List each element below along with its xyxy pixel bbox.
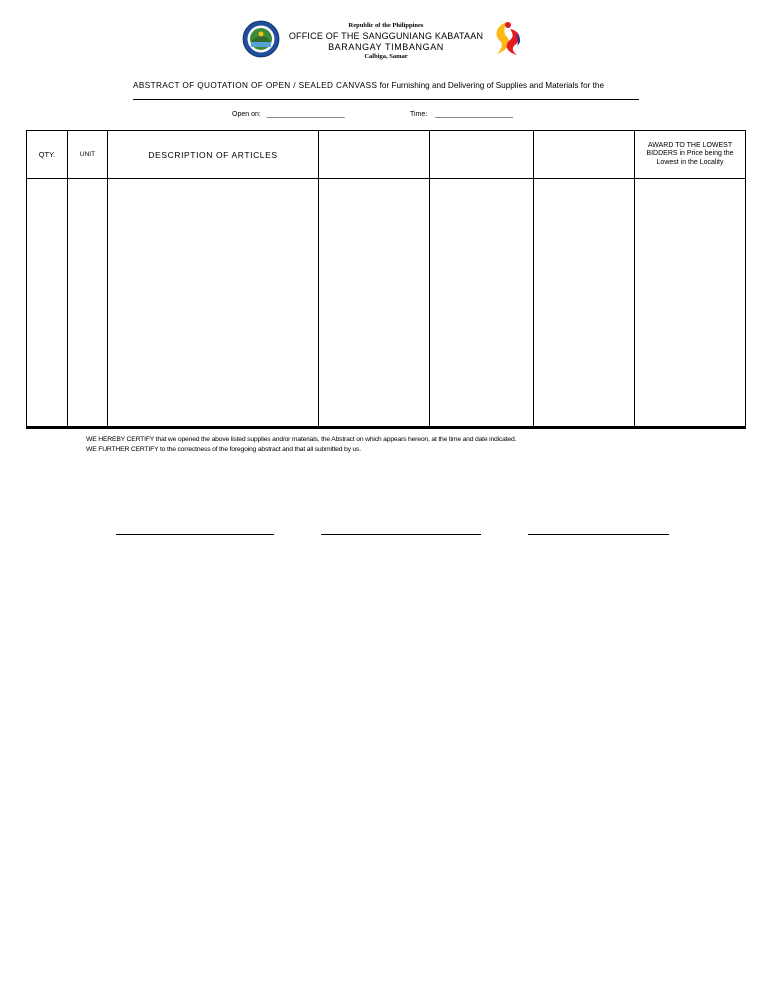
signature-line-3[interactable] xyxy=(528,534,669,535)
republic-heading: Republic of the Philippines xyxy=(348,22,424,29)
bidder-2-header[interactable] xyxy=(430,131,534,179)
open-on-field xyxy=(232,111,345,118)
certify-line-2: WE FURTHER CERTIFY to the correctness of the foregoing abstract and that all submitted by us. xyxy=(86,446,361,453)
unit-cell[interactable] xyxy=(68,179,108,429)
unit-header: UNIT xyxy=(68,131,108,179)
qty-cell[interactable] xyxy=(27,179,68,429)
certify-line-1: WE HEREBY CERTIFY that we opened the above listed supplies and/or materials, the Abstract on which appears hereon, at the time and date indicated. xyxy=(86,436,517,443)
qty-header: QTY. xyxy=(27,131,68,179)
bidder-3-header[interactable] xyxy=(534,131,635,179)
barangay-heading: BARANGAY TIMBANGAN xyxy=(328,42,444,52)
description-header: DESCRIPTION OF ARTICLES xyxy=(108,131,319,179)
time-blank: ____________________ xyxy=(435,111,514,118)
bidder-3-cell[interactable] xyxy=(534,179,635,429)
bidder-2-cell[interactable] xyxy=(430,179,534,429)
signature-line-1[interactable] xyxy=(116,534,274,535)
open-on-blank: ____________________ xyxy=(266,111,345,118)
time-label: Time: xyxy=(410,111,428,118)
canvass-table xyxy=(26,130,746,429)
description-cell[interactable] xyxy=(108,179,319,429)
open-on-label: Open on: xyxy=(232,111,261,118)
table-header-row xyxy=(27,131,746,179)
title-caps: ABSTRACT OF QUOTATION OF OPEN / SEALED CANVASS xyxy=(133,81,378,90)
award-header: AWARD TO THE LOWEST BIDDERS in Price being the Lowest in the Locality xyxy=(635,131,746,179)
bidder-1-cell[interactable] xyxy=(319,179,430,429)
signature-line-2[interactable] xyxy=(321,534,481,535)
town-heading: Calbiga, Samar xyxy=(364,53,408,60)
title-rest: for Furnishing and Delivering of Supplies and Materials for the xyxy=(379,81,605,90)
time-field xyxy=(410,111,513,118)
bidder-1-header[interactable] xyxy=(319,131,430,179)
award-cell[interactable] xyxy=(635,179,746,429)
title-underline xyxy=(133,99,639,100)
table-row xyxy=(27,179,746,429)
office-heading: OFFICE OF THE SANGGUNIANG KABATAAN xyxy=(288,31,484,41)
table-bottom-rule xyxy=(26,426,746,428)
document-title xyxy=(133,81,638,90)
